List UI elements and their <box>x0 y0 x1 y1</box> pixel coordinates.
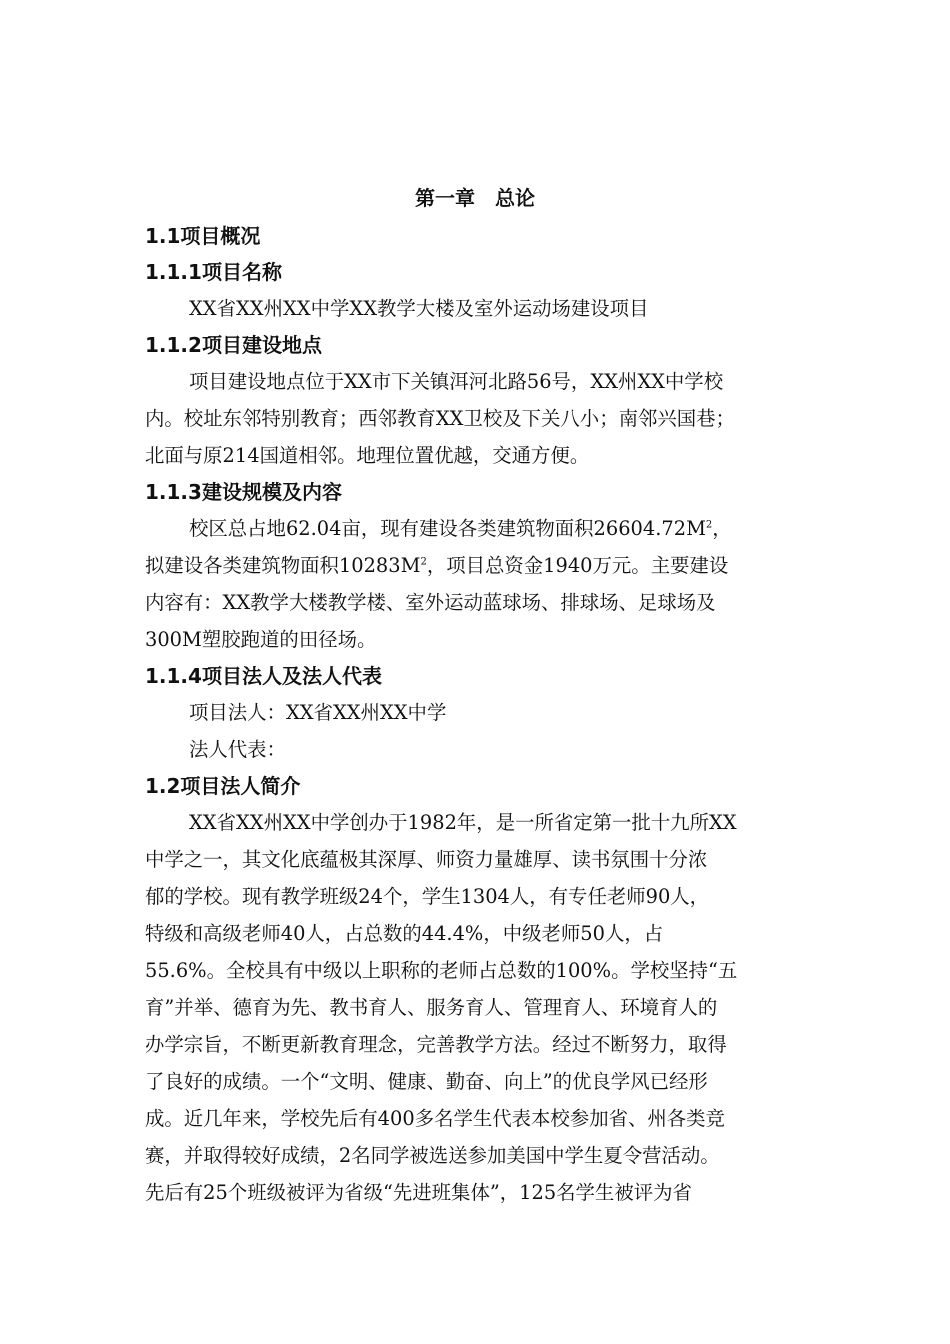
text-line: 内容有：XX教学大楼教学楼、室外运动蓝球场、排球场、足球场及 <box>145 591 716 614</box>
text-run: 拟建设各类建筑物面积10283M <box>145 554 421 577</box>
text-line: 育”并举、德育为先、教书育人、服务育人、管理育人、环境育人的 <box>145 996 718 1019</box>
text-line: 了良好的成绩。一个“文明、健康、勤奋、向上”的优良学风已经形 <box>145 1070 708 1093</box>
text-line: 中学之一，其文化底蕴极其深厚、师资力量雄厚、读书氛围十分浓 <box>145 848 708 871</box>
text-line: XX省XX州XX中学创办于1982年，是一所省定第一批十九所XX <box>189 811 737 834</box>
text-line: 赛，并取得较好成绩，2名同学被选送参加美国中学生夏令营活动。 <box>145 1144 720 1167</box>
superscript: 2 <box>705 519 713 531</box>
text-line: 郁的学校。现有教学班级24个，学生1304人，有专任老师90人， <box>145 885 710 908</box>
text-line: XX省XX州XX中学XX教学大楼及室外运动场建设项目 <box>189 297 649 320</box>
text-run: ，项目总资金1940万元。主要建设 <box>426 554 729 577</box>
text-line: 55.6%。全校具有中级以上职称的老师占总数的100%。学校坚持“五 <box>145 959 738 982</box>
scale-paragraph <box>145 510 815 658</box>
section-heading-1-2: 1.2项目法人简介 <box>145 774 301 798</box>
text-line: 项目法人：XX省XX州XX中学 <box>189 701 447 724</box>
text-line: 北面与原214国道相邻。地理位置优越，交通方便。 <box>145 444 590 467</box>
text-run: ， <box>712 517 732 540</box>
text-line: 内。校址东邻特别教育；西邻教育XX卫校及下关八小；南邻兴国巷； <box>145 407 735 430</box>
location-paragraph <box>145 363 815 474</box>
document-body <box>145 218 815 1211</box>
text-line: 法人代表： <box>189 738 286 761</box>
superscript: 2 <box>420 556 427 568</box>
text-line: 办学宗旨，不断更新教育理念，完善教学方法。经过不断努力，取得 <box>145 1033 727 1056</box>
section-heading-1-1-3: 1.1.3建设规模及内容 <box>145 480 342 504</box>
text-run: 校区总占地62.04亩，现有建设各类建筑物面积26604.72M <box>189 517 706 540</box>
legal-paragraph <box>145 694 815 768</box>
intro-paragraph <box>145 804 815 1211</box>
text-line <box>145 547 815 584</box>
text-line: 成。近几年来，学校先后有400多名学生代表本校参加省、州各类竞 <box>145 1107 725 1130</box>
text-line: 特级和高级老师40人，占总数的44.4%，中级老师50人，占 <box>145 922 664 945</box>
chapter-title: 第一章 总论 <box>415 186 535 210</box>
section-heading-1-1-1: 1.1.1项目名称 <box>145 260 282 284</box>
text-line: 300M塑胶跑道的田径场。 <box>145 628 377 651</box>
text-line: 先后有25个班级被评为省级“先进班集体”，125名学生被评为省 <box>145 1181 692 1204</box>
text-line: 项目建设地点位于XX市下关镇洱河北路56号，XX州XX中学校 <box>189 370 724 393</box>
section-heading-1-1-2: 1.1.2项目建设地点 <box>145 333 322 357</box>
project-name-paragraph <box>145 290 815 327</box>
section-heading-1-1: 1.1项目概况 <box>145 224 261 248</box>
section-heading-1-1-4: 1.1.4项目法人及法人代表 <box>145 664 382 688</box>
text-line <box>145 510 815 547</box>
